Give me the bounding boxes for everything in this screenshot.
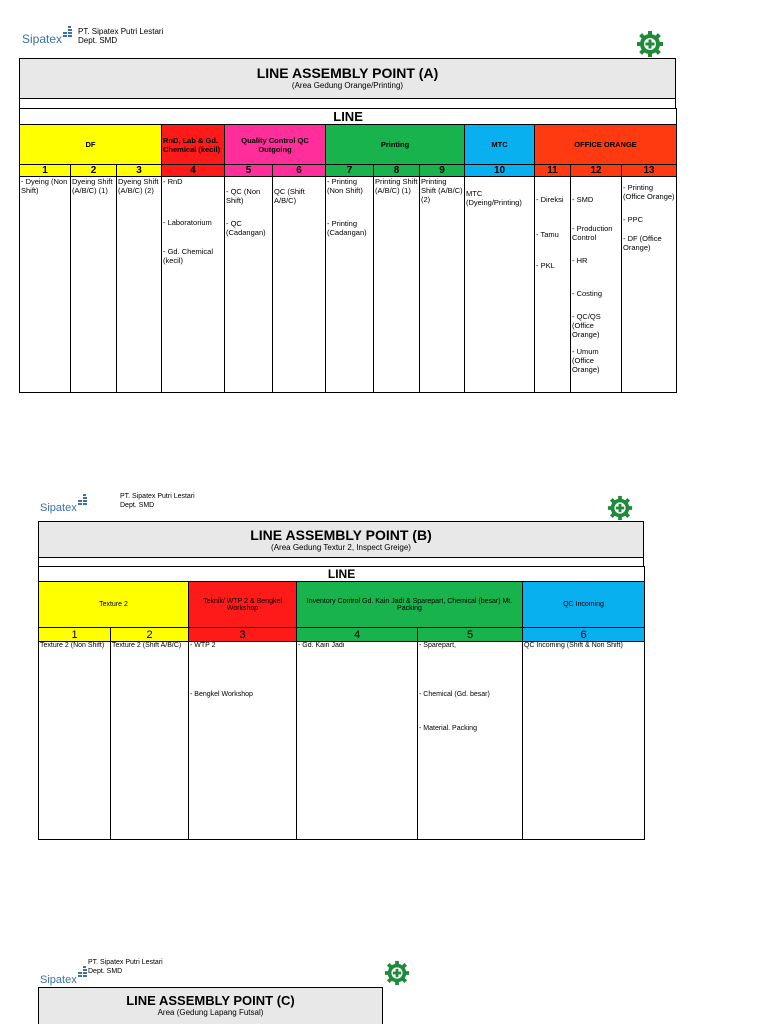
title-box-b [38, 521, 644, 558]
group-df: DF [20, 125, 162, 165]
page-title: LINE ASSEMBLY POINT (A) [256, 65, 439, 81]
line-number: 1 [39, 628, 111, 642]
cell-item: - Bengkel Workshop [190, 691, 253, 698]
line-number: 10 [465, 165, 535, 177]
spacer-a [19, 99, 676, 108]
cell-item: Dyeing Shift (A/B/C) (2) [118, 177, 159, 195]
line-number: 8 [374, 165, 420, 177]
cell-item: - Chemical (Gd. besar) [419, 691, 490, 698]
line-header: LINE [39, 567, 645, 582]
sipatex-logo-mark-icon [63, 26, 73, 40]
cell-item: - QC/QS (Office Orange) [572, 312, 601, 339]
cell-item: - PPC [623, 215, 644, 224]
cell-item: - Printing (Cadangan) [327, 219, 367, 237]
line-cell-5 [418, 642, 523, 840]
line-cell-9 [420, 177, 465, 393]
title-box-a [19, 58, 676, 99]
line-cell-6 [523, 642, 645, 840]
line-cell-13 [622, 177, 677, 393]
cell-item: - Gd. Chemical (kecil) [163, 247, 214, 265]
group-office-orange: OFFICE ORANGE [535, 125, 677, 165]
line-cell-11 [535, 177, 571, 393]
cell-item: - Production Control [572, 224, 613, 242]
department: Dept. SMD [78, 36, 118, 45]
cell-item: - Material. Packing [419, 725, 477, 732]
group-mtc: MTC [465, 125, 535, 165]
line-number: 9 [420, 165, 465, 177]
cell-item: - QC (Non Shift) [226, 187, 261, 205]
cell-item: - QC (Cadangan) [226, 219, 266, 237]
cell-item: - WTP 2 [190, 642, 216, 649]
cell-item: - HR [572, 256, 588, 265]
line-cell-2 [71, 177, 117, 393]
line-number: 6 [523, 628, 645, 642]
line-cell-6 [273, 177, 326, 393]
line-number: 12 [571, 165, 622, 177]
line-cell-5 [225, 177, 273, 393]
line-cell-1 [39, 642, 111, 840]
cell-item: - Umum (Office Orange) [572, 347, 600, 374]
line-number: 5 [225, 165, 273, 177]
cell-item: - DF (Office Orange) [623, 234, 662, 252]
cell-item: - Costing [572, 289, 603, 298]
company-name: PT. Sipatex Putri Lestari [88, 959, 163, 966]
group-teknik: Teknik/ WTP 2 & Bengkel Workshop [189, 582, 297, 628]
cell-item: - SMD [572, 195, 594, 204]
department: Dept. SMD [120, 502, 155, 509]
group-inventory-control: Inventory Control Gd. Kain Jadi & Sparepart, Chemical (besar) Mt. Packing [297, 582, 523, 628]
cell-item: Dyeing Shift (A/B/C) (1) [72, 177, 113, 195]
page-subtitle: (Area Gedung Textur 2, Inspect Greige) [271, 543, 411, 552]
cell-item: QC Incoming (Shift & Non Shift) [524, 642, 623, 649]
company-name: PT. Sipatex Putri Lestari [120, 493, 195, 500]
line-cell-8 [374, 177, 420, 393]
line-number: 4 [162, 165, 225, 177]
line-header: LINE [20, 109, 677, 125]
line-cell-12 [571, 177, 622, 393]
company-info-b [120, 492, 195, 510]
cell-item: - Sparepart, [419, 642, 456, 649]
spacer-b [38, 558, 644, 566]
cell-item: - PKL [536, 261, 555, 270]
line-number: 6 [273, 165, 326, 177]
line-cell-4 [162, 177, 225, 393]
line-cell-1 [20, 177, 71, 393]
group-quality-control: Quality Control QC Outgoing [225, 125, 326, 165]
sipatex-logo-mark-icon [78, 494, 88, 508]
line-number: 7 [326, 165, 374, 177]
gear-icon [636, 30, 664, 58]
title-box-c [38, 987, 383, 1024]
cell-item: Texture 2 (Non Shift) [40, 642, 105, 649]
line-number: 3 [117, 165, 162, 177]
group-rnd: RnD, Lab & Gd. Chemical (kecil) [162, 125, 225, 165]
cell-item: - Gd. Kain Jadi [298, 642, 345, 649]
cell-item: - Printing (Office Orange) [623, 183, 675, 201]
line-table-b [38, 566, 645, 840]
cell-item: - Direksi [536, 195, 564, 204]
group-qc-incoming: QC Incoming [523, 582, 645, 628]
cell-item: MTC (Dyeing/Printing) [466, 189, 522, 207]
line-number: 2 [111, 628, 189, 642]
group-texture-2: Texture 2 [39, 582, 189, 628]
department: Dept. SMD [88, 968, 123, 975]
cell-item: - Dyeing (Non Shift) [21, 177, 68, 195]
group-printing: Printing [326, 125, 465, 165]
cell-item: QC (Shift A/B/C) [274, 187, 305, 205]
line-number: 5 [418, 628, 523, 642]
line-number: 11 [535, 165, 571, 177]
cell-item: - Tamu [536, 230, 559, 239]
company-info-c [88, 958, 163, 976]
line-cell-2 [111, 642, 189, 840]
gear-icon [384, 960, 410, 986]
sipatex-logo-a: Sipatex [22, 26, 73, 46]
line-number: 1 [20, 165, 71, 177]
page-title: LINE ASSEMBLY POINT (C) [126, 993, 295, 1008]
cell-item: Printing Shift (A/B/C) (2) [421, 177, 463, 204]
page-title: LINE ASSEMBLY POINT (B) [250, 527, 432, 543]
sipatex-logo-b: Sipatex [40, 494, 88, 514]
page-subtitle: Area (Gedung Lapang Futsal) [157, 1008, 264, 1017]
gear-icon [607, 495, 633, 521]
sipatex-logo-mark-icon [78, 966, 88, 980]
line-number: 2 [71, 165, 117, 177]
line-number: 4 [297, 628, 418, 642]
company-name: PT. Sipatex Putri Lestari [78, 27, 164, 36]
line-cell-3 [189, 642, 297, 840]
line-number: 3 [189, 628, 297, 642]
line-cell-4 [297, 642, 418, 840]
cell-item: - Printing (Non Shift) [327, 177, 363, 195]
line-number: 13 [622, 165, 677, 177]
line-cell-7 [326, 177, 374, 393]
line-cell-10 [465, 177, 535, 393]
page-subtitle: (Area Gedung Orange/Printing) [291, 81, 404, 90]
cell-item: Printing Shift (A/B/C) (1) [375, 177, 418, 195]
sipatex-logo-c: Sipatex [40, 966, 88, 986]
cell-item: - Laboratorium [163, 218, 212, 227]
cell-item: Texture 2 (Shift A/B/C) [112, 642, 182, 649]
cell-item: - RnD [163, 177, 183, 186]
line-table-a [19, 108, 677, 393]
line-cell-3 [117, 177, 162, 393]
company-info-a [78, 27, 163, 45]
